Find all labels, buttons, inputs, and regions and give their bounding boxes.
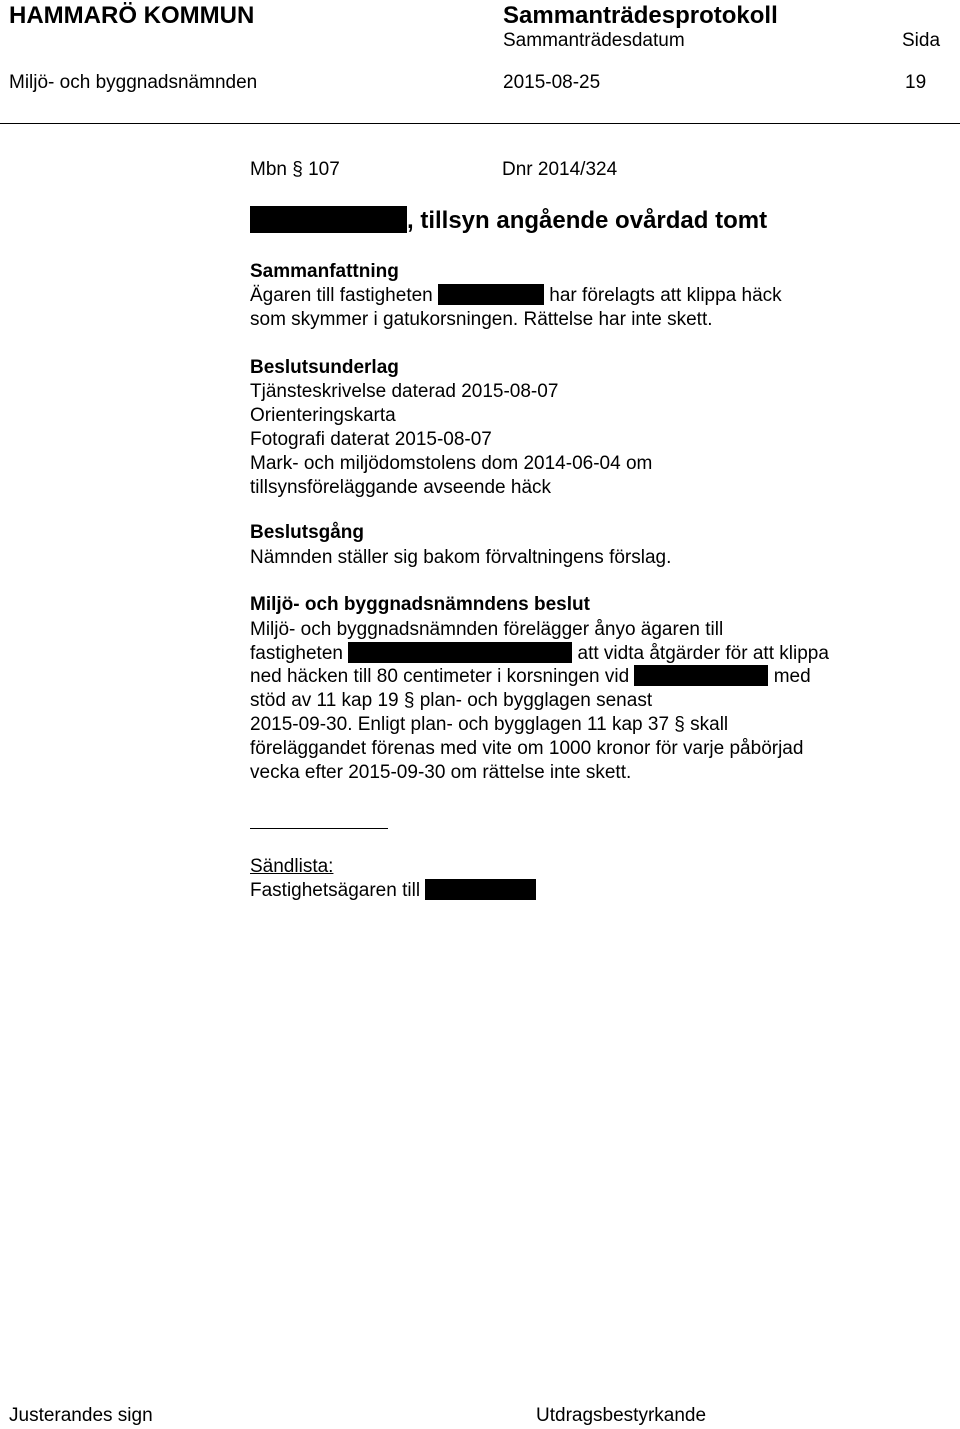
basis-item: Fotografi daterat 2015-08-07: [250, 429, 492, 450]
basis-item: Orienteringskarta: [250, 405, 396, 426]
redacted-property: [348, 642, 572, 663]
case-title: [250, 206, 767, 235]
document-type: Sammanträdesprotokoll: [503, 2, 778, 29]
summary-line-1: [250, 284, 782, 308]
decision-text: med: [773, 666, 811, 687]
redacted-property: [425, 879, 536, 900]
redacted-property: [438, 284, 544, 305]
recipient-text: Fastighetsägaren till: [250, 880, 421, 901]
decision-line: [250, 665, 811, 689]
page-number: 19: [905, 72, 927, 93]
decision-text: fastigheten: [250, 643, 343, 664]
summary-text: har förelagts att klippa häck: [549, 285, 782, 306]
basis-item: Tjänsteskrivelse daterad 2015-08-07: [250, 381, 559, 402]
distribution-label: Sändlista:: [250, 856, 334, 877]
procedure-text: Nämnden ställer sig bakom förvaltningens förslag.: [250, 547, 672, 568]
signature-line: [250, 828, 388, 829]
decision-line: stöd av 11 kap 19 § plan- och bygglagen senast: [250, 690, 653, 711]
summary-text: Ägaren till fastigheten: [250, 285, 433, 306]
summary-line-2: som skymmer i gatukorsningen. Rättelse har inte skett.: [250, 309, 713, 330]
footer-sign-label: Justerandes sign: [9, 1405, 153, 1426]
decision-line: föreläggandet förenas med vite om 1000 kronor för varje påbörjad: [250, 738, 804, 759]
redacted-property: [250, 206, 407, 233]
municipality-name: HAMMARÖ KOMMUN: [9, 2, 255, 29]
basis-item: tillsynsföreläggande avseende häck: [250, 477, 552, 498]
distribution-recipient: [250, 879, 536, 903]
committee-name: Miljö- och byggnadsnämnden: [9, 72, 258, 93]
page-label: Sida: [902, 30, 941, 51]
decision-text: ned häcken till 80 centimeter i korsningen vid: [250, 666, 630, 687]
section-number: Mbn § 107: [250, 159, 340, 180]
procedure-heading: Beslutsgång: [250, 522, 365, 543]
case-number: Dnr 2014/324: [502, 159, 618, 180]
footer-certification-label: Utdragsbestyrkande: [536, 1405, 707, 1426]
date-label: Sammanträdesdatum: [503, 30, 685, 51]
header-rule: [0, 123, 960, 124]
meeting-date: 2015-08-25: [503, 72, 601, 93]
basis-item: Mark- och miljödomstolens dom 2014-06-04 om: [250, 453, 653, 474]
decision-line: 2015-09-30. Enligt plan- och bygglagen 11 kap 37 § skall: [250, 714, 729, 735]
redacted-location: [634, 665, 768, 686]
case-title-text: , tillsyn angående ovårdad tomt: [407, 207, 768, 234]
decision-line: Miljö- och byggnadsnämnden förelägger ånyo ägaren till: [250, 619, 724, 640]
basis-heading: Beslutsunderlag: [250, 357, 399, 378]
decision-text: att vidta åtgärder för att klippa: [577, 643, 829, 664]
decision-line: [250, 642, 829, 666]
decision-heading: Miljö- och byggnadsnämndens beslut: [250, 594, 590, 615]
decision-line: vecka efter 2015-09-30 om rättelse inte skett.: [250, 762, 632, 783]
summary-heading: Sammanfattning: [250, 261, 399, 282]
